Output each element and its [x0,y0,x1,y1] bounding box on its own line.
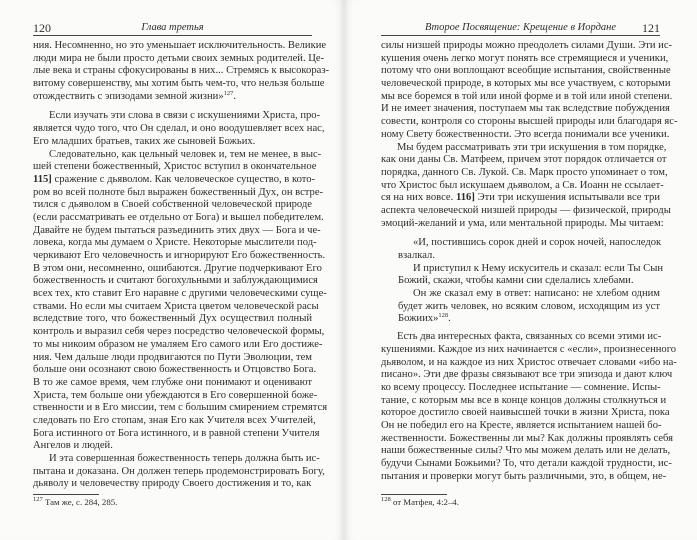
paragraph [33,148,328,454]
text-run: В этом они, несомненно, ошибаются. Другие подчеркивают Его [33,262,322,274]
text-run: что Христос был искушаем дьяволом, а Св. Иоанн не ссылает- [381,179,664,191]
text-line [381,369,673,382]
text-line [33,427,320,441]
paragraph [381,141,671,231]
text-line [33,65,330,78]
text-line [381,128,670,142]
text-run: Следовательно, как цельный человек и, тем не менее, в выс- [49,148,322,160]
footnote-reference: 128 [438,312,449,320]
right-page [344,0,697,540]
text-line [33,40,327,53]
text-line [381,204,671,218]
text-line [33,224,321,238]
text-run: больше они осознают свою божественность и Отцовство Бога. [33,364,317,376]
text-line [381,179,664,193]
text-run: ственности и в Его миссии, тем с большим смирением стремятся [33,402,328,414]
footnote-reference: 127 [223,89,234,97]
text-line [33,414,316,428]
text-line [398,313,660,326]
text-line [33,313,312,326]
text-run: Бога истинного от Бога истинного, и в равной степени Учителя [33,427,320,439]
text-run: тание, с которым мы все в конце концов должны столкнуться и [381,394,667,406]
text-run: дьяволом, и на каждое из них Христос отвечает словами «ибо на- [381,356,677,368]
text-line [398,250,660,263]
text-run: кушениями. Каждое из них начинается с «если», произнесенного [381,343,677,355]
text-run: как они даны Св. Матфеем, причем этот порядок отличается от [381,154,667,166]
text-line [33,199,312,212]
text-run: Он не победил его на Кресте, является испытанием нашей бо- [381,419,662,431]
text-line [33,275,318,288]
text-run: ния. Чем дальше люди продвигаются по Пути Эволюции, тем [33,351,312,363]
footnote-number: 127 [33,496,43,503]
text-run: вследствие того, что божественный Дух осуществил полный [33,313,312,325]
text-run: человеческой природе, в которых мы все участвуем, с которыми [381,78,671,90]
text-run: лые века и страны сфокусированы в них... Стремясь к высокораз- [33,65,330,77]
text-run: контроль и выразил себя через посредство человеческой формы, [33,326,325,338]
text-run: . [233,90,237,102]
text-run: которое достигло своей наивысшей точки в жизни Христа, пока [381,407,670,419]
text-line [33,123,325,136]
text-line [381,103,670,116]
text-run: Он же сказал ему в ответ: написано: не хлебом одним [413,288,660,300]
text-run: дьяволу и человечеству природу Своего достижения и то, как [33,478,312,490]
text-run: ствами. Но если мы считаем Христа цветом человеческой расы [33,300,319,312]
text-run: «И, постившись сорок дней и сорок ночей, напоследок [413,237,662,249]
text-run: мы все боремся в той или иной форме и в той или иной степени. [381,90,673,102]
text-run: сражение с дьяволом. Как человеческое существо, в кото- [51,173,316,185]
quote-verse [398,237,660,262]
text-line [33,478,312,491]
text-line [381,432,674,446]
footnote-text: Там же, с. 284, 285. [42,497,118,507]
text-run: порядка, данного Св. Лукой. Св. Марк просто упоминает о том, [381,166,668,178]
text-line [381,420,660,433]
running-head: Второе Посвящение: Крещение в Иордане [424,22,617,33]
text-run: Божий, скажи, чтобы камни сии сделались хлебами. [398,275,634,287]
text-run: будучи Сынами Божьими? То, что детали каждой трудности, ис- [381,458,672,469]
text-run: будет жить человек, но всяким словом, исходящим из уст [398,300,660,312]
footnote-text: от Матфея, 4:2–4. [390,497,459,507]
page-header [33,22,312,36]
text-line [33,453,320,466]
text-run: эмоций-желаний и ума, или ментальной природы. Мы читаем: [381,217,664,229]
text-run: является чудо того, что Он сделал, и оно воодушевляет всех нас, [33,123,325,135]
text-run: (если рассматривать ее отдельно от Бога) и вышел победителем. [33,211,324,223]
text-line [381,78,671,91]
text-run: Давайте не будем пытаться разъединить этих двух — Бога и че- [33,224,321,236]
text-run: Есть два интересных факта, связанных со всеми этими ис- [397,331,662,343]
text-run: тился с дьяволом в Своей собственной человеческой природе [33,199,312,211]
text-line [33,78,325,91]
footnote [381,494,660,507]
text-run: совести, контроля со стороны высшей природы или благодаря яс- [381,116,678,128]
text-run: Эти три искушения испытывали все три [474,192,660,204]
text-line [33,352,312,365]
text-line [33,440,312,453]
text-line [33,148,322,162]
text-line [381,470,667,484]
text-run: пытана и доказана. Он должен теперь продемонстрировать Богу, [33,465,325,477]
original-page-marker: 115] [33,173,52,185]
paragraph [33,453,325,491]
text-line [33,465,325,479]
text-line [381,407,670,420]
text-run: Христа, тем больше они убеждаются в Его совершенной боже- [33,389,318,401]
text-line [381,331,660,344]
original-page-marker: 116] [456,192,475,204]
text-run: В то же самое время, чем глубже они понимают и оценивают [33,376,312,388]
page-body [381,40,678,483]
text-run: ся на них вовсе. [381,192,457,204]
paragraph [33,40,330,103]
text-line [33,402,328,415]
text-line [381,192,660,205]
text-run: И приступил к Нему искуситель и сказал: если Ты Сын [413,262,664,274]
text-line [381,445,671,458]
footnote-rule [381,494,447,495]
text-line [33,250,326,263]
paragraph [381,331,677,483]
text-run: кушения очень легко могут понять все стремящиеся и ученики, [381,52,669,64]
text-run: Божиих» [398,313,439,325]
text-run: шей степени божественный, Христос вступил в окончательное [33,161,317,173]
page-body [33,40,330,491]
text-line [398,237,660,250]
quote-verse [398,288,660,326]
footnote-number: 128 [381,496,391,503]
paragraph [33,110,325,148]
text-run: ко всему процессу. Последнее испытание — сомнение. Испы- [381,381,661,393]
text-run: всех тех, кто ставит Его наравне с другими человеческими суще- [33,288,327,300]
text-line [381,217,664,231]
footnote-rule [33,494,99,495]
text-run: . [448,313,451,325]
text-line [33,262,322,276]
text-run: следовать по Его стопам, зная Его как Учителя всех Учителей, [33,414,316,426]
text-run: писано». Эти две фразы связывают все три эпизода и дают ключ [381,369,673,381]
text-line [33,326,325,339]
quote-verse [398,262,664,288]
text-line [33,300,319,314]
text-run: Его младших братьев, таких же сыновей Божьих. [33,135,256,147]
text-line [381,394,667,408]
running-head: Глава третья [141,22,204,33]
text-line [398,288,660,301]
text-line [33,110,321,123]
text-line [33,338,323,352]
text-run: И эта совершенная божественность теперь должна быть ис- [49,453,320,464]
text-run: Если изучать эти слова в связи с искушениями Христа, про- [49,110,321,122]
text-run: божественность и считают богохульными и заблуждающимися [33,275,318,287]
text-run: ловека, когда мы думаем о Христе. Некоторые мыслители под- [33,237,317,249]
text-line [381,40,673,53]
text-line [381,154,667,167]
text-run: ния. Несомненно, но это уменьшает исключительность. Великие [33,40,327,51]
text-run: потому что они воплощают всеобщие испытания, свойственные [381,65,671,77]
text-line [381,382,660,395]
text-run: аспекта человеческой низшей природы — физической, природы [381,204,671,216]
text-line [381,65,671,78]
text-run: черкивают Его человечность и игнорируют Его божественность. [33,250,326,261]
text-run: пытания и проверки могут быть различными, это, в общем, не- [381,470,667,482]
text-line [33,288,327,301]
text-line [33,389,318,403]
text-run: наши божественные силы? Что мы можем делать или не делать, [381,445,671,457]
text-line [381,458,672,471]
scripture-quote [381,237,664,326]
text-line [33,377,312,390]
text-run: взалкал. [398,250,435,261]
text-run: Ангелов и людей. [33,440,113,452]
text-run: жественности. Божественны ли мы? Как должны проявлять себя [381,432,674,444]
text-line [398,262,664,276]
text-line [33,173,316,187]
text-run: Мы будем рассматривать эти три искушения в том порядке, [397,141,667,153]
text-line [398,275,660,288]
footnote [33,494,312,507]
page-number: 120 [33,21,51,35]
page-header [381,22,660,36]
text-line [33,237,317,250]
text-run: витому совершенству, мы хотим быть чем-то, что нельзя больше [33,78,325,90]
text-line [381,90,673,104]
text-run: отождествить с эпизодами земной жизни» [33,90,224,102]
text-line [33,186,324,200]
text-line [381,52,669,66]
text-line [381,356,677,370]
text-line [33,136,312,149]
text-line [33,52,325,66]
text-line [33,211,324,225]
text-run: ному Свету божественности. Это всегда понимали все ученики. [381,128,670,140]
text-line [381,166,668,180]
page-number: 121 [642,21,660,35]
text-line [381,141,667,155]
text-run: силы низшей природы можно преодолеть силами Души. Эти ис- [381,40,673,51]
text-run: люди мира не были просто детьми своих земных родителей. Це- [33,52,325,64]
text-line [33,91,312,104]
left-page [0,0,344,540]
text-line [33,364,317,377]
text-run: И не имеет значения, поступаем мы так вследствие побуждения [381,103,670,115]
text-line [381,343,677,357]
text-line [33,161,317,174]
text-line [381,116,678,129]
text-run: ром во всей полноте был выражен божественный Дух, он встре- [33,186,324,198]
paragraph [381,40,678,142]
text-run: то мы никоим образом не умаляем Его самого или Его достиже- [33,338,323,350]
